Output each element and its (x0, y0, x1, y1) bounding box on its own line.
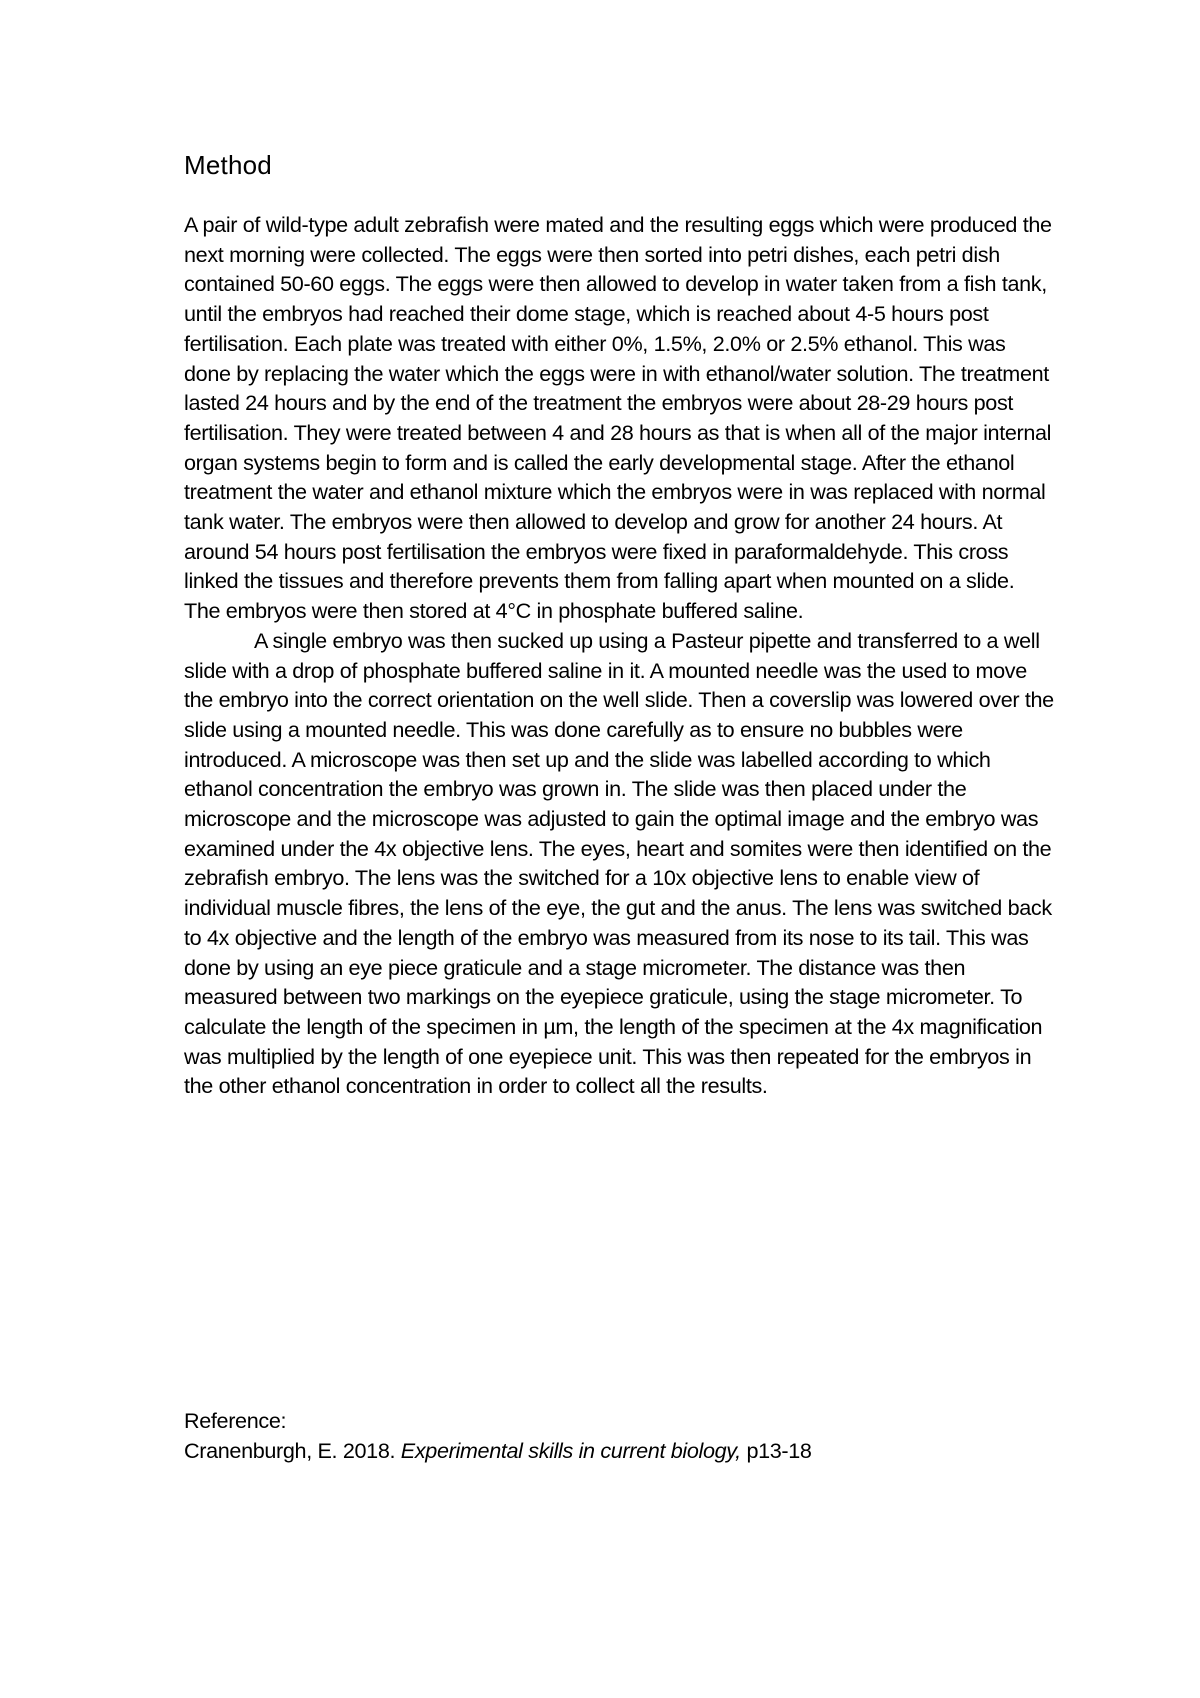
citation-author-year: Cranenburgh, E. 2018. (184, 1438, 401, 1463)
citation-title: Experimental skills in current biology, (400, 1438, 741, 1463)
method-body (184, 210, 1054, 1101)
section-heading: Method (184, 150, 272, 180)
reference-citation (184, 1436, 1054, 1466)
method-paragraph-2: A single embryo was then sucked up using a Pasteur pipette and transferred to a well slide with a drop of phosphate buffered saline in it. A mounted needle was the used to move the embryo into the correct orientation on the well slide. Then a coverslip was lowered over the slide using a mounted needle. This was done carefully as to ensure no bubbles were introduced. A microscope was then set up and the slide was labelled according to which ethanol concentration the embryo was grown in. The slide was then placed under the microscope and the microscope was adjusted to gain the optimal image and the embryo was examined under the 4x objective lens. The eyes, heart and somites were then identified on the zebrafish embryo. The lens was the switched for a 10x objective lens to enable view of individual muscle fibres, the lens of the eye, the gut and the anus. The lens was switched back to 4x objective and the length of the embryo was measured from its nose to its tail. This was done by using an eye piece graticule and a stage micrometer. The distance was then measured between two markings on the eyepiece graticule, using the stage micrometer. To calculate the length of the specimen in µm, the length of the specimen at the 4x magnification was multiplied by the length of one eyepiece unit. This was then repeated for the embryos in the other ethanol concentration in order to collect all the results. (184, 627, 1054, 1099)
reference-section (184, 1406, 1054, 1466)
method-paragraph-1: A pair of wild-type adult zebrafish were mated and the resulting eggs which were produced the next morning were collected. The eggs were then sorted into petri dishes, each petri dish contained 50-60 eggs. The eggs were then allowed to develop in water taken from a fish tank, until the embryos had reached their dome stage, which is reached about 4-5 hours post fertilisation. Each plate was treated with either 0%, 1.5%, 2.0% or 2.5% ethanol. This was done by replacing the water which the eggs were in with ethanol/water solution. The treatment lasted 24 hours and by the end of the treatment the embryos were about 28-29 hours post fertilisation. They were treated between 4 and 28 hours as that is when all of the major internal organ systems begin to form and is called the early developmental stage. After the ethanol treatment the water and ethanol mixture which the embryos were in was replaced with normal tank water. The embryos were then allowed to develop and grow for another 24 hours. At around 54 hours post fertilisation the embryos were fixed in paraformaldehyde. This cross linked the tissues and therefore prevents them from falling apart when mounted on a slide. The embryos were then stored at 4°C in phosphate buffered saline. (184, 212, 1052, 624)
reference-label: Reference: (184, 1408, 287, 1433)
citation-pages: p13-18 (740, 1438, 812, 1463)
